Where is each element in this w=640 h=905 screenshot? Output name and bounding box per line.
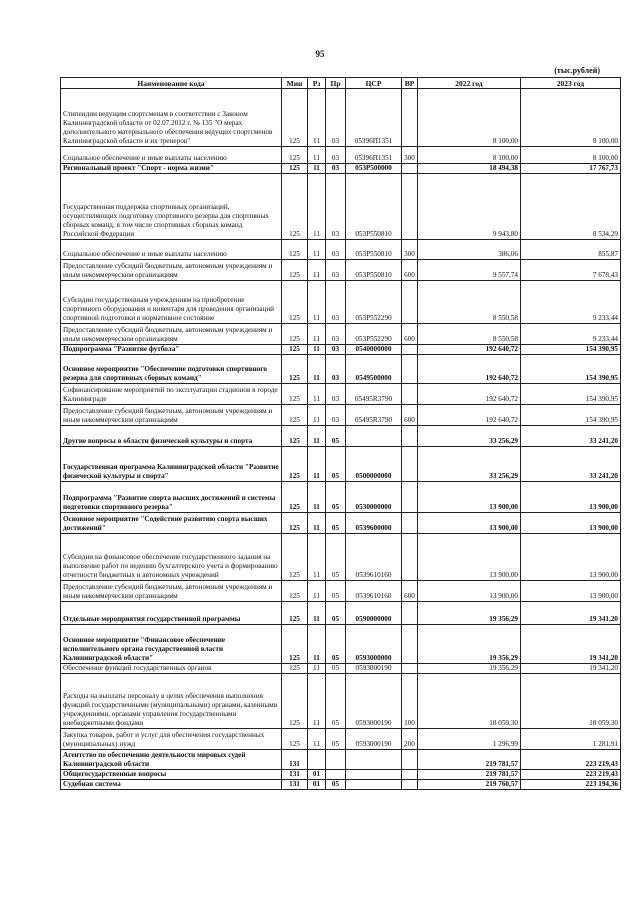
table-row: [61, 281, 621, 324]
header-rz: Рз: [308, 78, 326, 89]
cell-min: 125: [282, 147, 308, 164]
cell-csr: 0500000000: [346, 447, 402, 482]
cell-2022: 8 100,00: [418, 89, 521, 147]
table-header-row: [61, 78, 621, 89]
header-vr: ВР: [402, 78, 418, 89]
cell-2022: 9 557,74: [418, 260, 521, 281]
cell-name: Предоставление субсидий бюджетным, автономным учреждениям и иным некоммерческим организациям: [61, 581, 282, 602]
page-number: 95: [315, 49, 325, 59]
cell-min: 125: [282, 89, 308, 147]
table-row: [61, 260, 621, 281]
cell-2022: 192 640,72: [418, 405, 521, 426]
cell-vr: [402, 513, 418, 534]
table-row: [61, 426, 621, 447]
cell-pr: 05: [326, 602, 346, 625]
cell-vr: 600: [402, 405, 418, 426]
cell-2022: 192 640,72: [418, 345, 521, 355]
cell-vr: 600: [402, 581, 418, 602]
cell-min: 125: [282, 240, 308, 260]
cell-2022: 8 100,00: [418, 147, 521, 164]
cell-rz: 11: [308, 174, 326, 240]
cell-rz: 11: [308, 482, 326, 513]
cell-vr: 200: [402, 729, 418, 750]
cell-min: 125: [282, 482, 308, 513]
cell-csr: 0539600000: [346, 513, 402, 534]
cell-2022: 219 781,57: [418, 750, 521, 770]
cell-2023: 33 241,20: [521, 426, 621, 447]
cell-pr: 03: [326, 147, 346, 164]
cell-pr: [326, 770, 346, 780]
cell-rz: 01: [308, 780, 326, 790]
cell-name: Отдельные мероприятия государственной программы: [61, 602, 282, 625]
header-csr: ЦСР: [346, 78, 402, 89]
cell-rz: 11: [308, 355, 326, 384]
table-row: [61, 770, 621, 780]
cell-pr: 03: [326, 281, 346, 324]
cell-pr: 05: [326, 674, 346, 729]
cell-csr: [346, 426, 402, 447]
cell-2022: 386,06: [418, 240, 521, 260]
cell-csr: 0590000000: [346, 602, 402, 625]
cell-min: 125: [282, 355, 308, 384]
cell-pr: 05: [326, 513, 346, 534]
cell-min: 125: [282, 581, 308, 602]
table-row: [61, 482, 621, 513]
cell-vr: [402, 750, 418, 770]
cell-2022: 18 494,38: [418, 164, 521, 174]
cell-name: Социальное обеспечение и иные выплаты населению: [61, 240, 282, 260]
cell-min: 125: [282, 405, 308, 426]
table-row: [61, 750, 621, 770]
cell-rz: 11: [308, 664, 326, 674]
cell-rz: 11: [308, 324, 326, 345]
table-row: [61, 405, 621, 426]
cell-vr: [402, 281, 418, 324]
cell-min: 125: [282, 534, 308, 581]
units-label: (тыс.рублей): [554, 66, 600, 75]
cell-csr: 05396П1351: [346, 147, 402, 164]
cell-name: Предоставление субсидий бюджетным, автономным учреждениям и иным некоммерческим организациям: [61, 324, 282, 345]
cell-name: Государственная поддержка спортивных организаций, осуществляющих подготовку спортивного резерва для спортивных сборных команд, в том числе спортивных сборных команд Российской Федерации: [61, 174, 282, 240]
cell-min: 125: [282, 260, 308, 281]
cell-vr: [402, 780, 418, 790]
cell-csr: [346, 750, 402, 770]
cell-rz: 11: [308, 534, 326, 581]
cell-min: 125: [282, 664, 308, 674]
cell-csr: 053Р500000: [346, 164, 402, 174]
header-2023: 2023 год: [521, 78, 621, 89]
cell-csr: 0540000000: [346, 345, 402, 355]
cell-name: Основное мероприятие "Содействие развитию спорта высших достижений": [61, 513, 282, 534]
cell-pr: [326, 750, 346, 770]
cell-rz: 11: [308, 729, 326, 750]
cell-2022: 19 356,29: [418, 602, 521, 625]
cell-min: 125: [282, 164, 308, 174]
cell-pr: 05: [326, 581, 346, 602]
cell-vr: [402, 345, 418, 355]
cell-2023: 223 219,43: [521, 750, 621, 770]
cell-rz: 11: [308, 513, 326, 534]
cell-2022: 33 256,29: [418, 447, 521, 482]
cell-2023: 13 900,00: [521, 513, 621, 534]
cell-vr: 600: [402, 324, 418, 345]
cell-csr: 05495R3790: [346, 405, 402, 426]
cell-vr: 100: [402, 674, 418, 729]
cell-2022: 19 356,29: [418, 664, 521, 674]
cell-csr: 0593000190: [346, 664, 402, 674]
table-row: [61, 664, 621, 674]
cell-pr: 03: [326, 405, 346, 426]
cell-rz: 11: [308, 405, 326, 426]
table-body: [61, 89, 621, 790]
cell-2023: 154 390,95: [521, 405, 621, 426]
cell-rz: 11: [308, 674, 326, 729]
cell-min: 125: [282, 324, 308, 345]
cell-pr: 03: [326, 89, 346, 147]
table-row: [61, 625, 621, 664]
cell-2022: 13 900,00: [418, 534, 521, 581]
header-min: Мин: [282, 78, 308, 89]
cell-2022: 13 900,00: [418, 513, 521, 534]
cell-name: Обеспечение функций государственных органов: [61, 664, 282, 674]
cell-csr: 0530000000: [346, 482, 402, 513]
table-row: [61, 174, 621, 240]
cell-rz: 11: [308, 625, 326, 664]
header-2022: 2022 год: [418, 78, 521, 89]
cell-2023: 19 341,20: [521, 602, 621, 625]
cell-csr: 0593000190: [346, 674, 402, 729]
header-pr: Пр: [326, 78, 346, 89]
cell-2023: 33 241,20: [521, 447, 621, 482]
table-row: [61, 534, 621, 581]
table-row: [61, 324, 621, 345]
cell-2022: 8 550,58: [418, 281, 521, 324]
table-row: [61, 674, 621, 729]
cell-csr: 0593000000: [346, 625, 402, 664]
cell-vr: [402, 384, 418, 405]
cell-vr: [402, 602, 418, 625]
table-row: [61, 513, 621, 534]
cell-min: 125: [282, 447, 308, 482]
table-row: [61, 581, 621, 602]
cell-name: Подпрограмма "Развитие спорта высших достижений и системы подготовки спортивного резерва": [61, 482, 282, 513]
cell-pr: 03: [326, 164, 346, 174]
cell-vr: 300: [402, 240, 418, 260]
cell-min: 125: [282, 384, 308, 405]
cell-rz: 11: [308, 384, 326, 405]
cell-name: Региональный проект "Спорт - норма жизни": [61, 164, 282, 174]
cell-2023: 154 390,95: [521, 355, 621, 384]
cell-pr: 05: [326, 664, 346, 674]
cell-min: 125: [282, 729, 308, 750]
cell-2022: 219 760,57: [418, 780, 521, 790]
cell-2023: 13 900,00: [521, 534, 621, 581]
cell-2023: 223 219,43: [521, 770, 621, 780]
cell-2022: 192 640,72: [418, 384, 521, 405]
cell-2022: 192 640,72: [418, 355, 521, 384]
cell-vr: [402, 447, 418, 482]
cell-2023: 8 100,00: [521, 147, 621, 164]
cell-min: 125: [282, 674, 308, 729]
cell-min: 125: [282, 426, 308, 447]
cell-2023: 17 767,73: [521, 164, 621, 174]
cell-name: Предоставление субсидий бюджетным, автономным учреждениям и иным некоммерческим организациям: [61, 405, 282, 426]
cell-vr: [402, 664, 418, 674]
cell-rz: 11: [308, 345, 326, 355]
cell-vr: [402, 426, 418, 447]
table-row: [61, 355, 621, 384]
cell-2023: 13 900,00: [521, 581, 621, 602]
table-row: [61, 447, 621, 482]
table-row: [61, 602, 621, 625]
cell-pr: 03: [326, 240, 346, 260]
cell-vr: [402, 89, 418, 147]
cell-pr: 03: [326, 355, 346, 384]
cell-2022: 13 900,00: [418, 482, 521, 513]
cell-2023: 9 233,44: [521, 281, 621, 324]
cell-csr: [346, 780, 402, 790]
cell-2023: 13 900,00: [521, 482, 621, 513]
cell-2023: 1 281,91: [521, 729, 621, 750]
cell-rz: 11: [308, 447, 326, 482]
cell-rz: 11: [308, 89, 326, 147]
cell-name: Закупка товаров, работ и услуг для обеспечения государственных (муниципальных) нужд: [61, 729, 282, 750]
cell-rz: 11: [308, 281, 326, 324]
cell-csr: [346, 770, 402, 780]
table-row: [61, 345, 621, 355]
cell-rz: 11: [308, 164, 326, 174]
table-row: [61, 89, 621, 147]
budget-table: [60, 77, 621, 790]
cell-name: Агентство по обеспечению деятельности мировых судей Калининградской области: [61, 750, 282, 770]
table-row: [61, 729, 621, 750]
cell-name: Расходы на выплаты персоналу в целях обеспечения выполнения функций государственными (муниципальными) органами, казенными учреждениями, органами управления государственными внебюджетными фондами: [61, 674, 282, 729]
cell-2022: 9 943,80: [418, 174, 521, 240]
cell-2023: 8 100,00: [521, 89, 621, 147]
cell-2022: 219 781,57: [418, 770, 521, 780]
cell-2022: 13 900,00: [418, 581, 521, 602]
cell-pr: 05: [326, 482, 346, 513]
cell-name: Софинансирование мероприятий по эксплуатации стадионов в городе Калининграде: [61, 384, 282, 405]
cell-name: Субсидии государственным учреждениям на приобретение спортивного оборудования и инвентаря для проведения организаций спортивной подготовки в нормативное состояние: [61, 281, 282, 324]
table-row: [61, 147, 621, 164]
cell-name: Основное мероприятие "Обеспечение подготовки спортивного резерва для спортивных сборных команд": [61, 355, 282, 384]
cell-min: 125: [282, 281, 308, 324]
cell-2022: 33 256,29: [418, 426, 521, 447]
cell-pr: 05: [326, 625, 346, 664]
cell-min: 131: [282, 780, 308, 790]
cell-2022: 19 356,29: [418, 625, 521, 664]
cell-csr: 053Р550810: [346, 174, 402, 240]
cell-csr: 0539610160: [346, 581, 402, 602]
cell-2023: 8 534,29: [521, 174, 621, 240]
cell-csr: 05396П1351: [346, 89, 402, 147]
cell-name: Подпрограмма "Развитие футбола": [61, 345, 282, 355]
cell-2023: 154 390,95: [521, 384, 621, 405]
cell-rz: 11: [308, 147, 326, 164]
cell-2023: 154 390,95: [521, 345, 621, 355]
cell-min: 131: [282, 770, 308, 780]
cell-pr: 05: [326, 534, 346, 581]
cell-vr: [402, 770, 418, 780]
cell-vr: 600: [402, 260, 418, 281]
cell-csr: 0539610160: [346, 534, 402, 581]
cell-name: Стипендии ведущим спортсменам в соответствии с Законом Калининградской области от 02.07.2012 г. № 135 "О мерах дополнительного материального обеспечения ведущих спортсменов Калининградской области и их тренеров": [61, 89, 282, 147]
cell-2023: 9 233,44: [521, 324, 621, 345]
cell-min: 125: [282, 625, 308, 664]
cell-vr: [402, 164, 418, 174]
cell-2022: 1 296,99: [418, 729, 521, 750]
cell-pr: 03: [326, 384, 346, 405]
cell-csr: 053Р552290: [346, 324, 402, 345]
cell-vr: [402, 534, 418, 581]
cell-vr: [402, 355, 418, 384]
cell-name: Судебная система: [61, 780, 282, 790]
cell-csr: 053Р552290: [346, 281, 402, 324]
cell-2022: 18 059,30: [418, 674, 521, 729]
cell-vr: [402, 482, 418, 513]
cell-pr: 03: [326, 324, 346, 345]
cell-min: 131: [282, 750, 308, 770]
cell-name: Основное мероприятие "Финансовое обеспечение исполнительного органа государственной власти Калининградской области": [61, 625, 282, 664]
cell-2023: 18 059,30: [521, 674, 621, 729]
cell-rz: 11: [308, 602, 326, 625]
cell-2023: 7 678,43: [521, 260, 621, 281]
cell-pr: 03: [326, 345, 346, 355]
cell-rz: 11: [308, 260, 326, 281]
cell-2023: 855,87: [521, 240, 621, 260]
cell-vr: 300: [402, 147, 418, 164]
cell-2022: 8 550,58: [418, 324, 521, 345]
cell-vr: [402, 174, 418, 240]
cell-vr: [402, 625, 418, 664]
cell-name: Государственная программа Калининградской области "Развитие физической культуры и спорта": [61, 447, 282, 482]
cell-rz: 11: [308, 426, 326, 447]
table-row: [61, 780, 621, 790]
cell-rz: 11: [308, 581, 326, 602]
cell-csr: 053Р550810: [346, 240, 402, 260]
cell-pr: 03: [326, 260, 346, 281]
table-row: [61, 164, 621, 174]
cell-rz: 01: [308, 770, 326, 780]
cell-pr: 05: [326, 780, 346, 790]
cell-name: Другие вопросы в области физической культуры и спорта: [61, 426, 282, 447]
cell-2023: 223 194,36: [521, 780, 621, 790]
cell-rz: 11: [308, 240, 326, 260]
cell-pr: 05: [326, 447, 346, 482]
cell-csr: 05495R3790: [346, 384, 402, 405]
header-name: Наименование кода: [61, 78, 282, 89]
cell-2023: 19 341,20: [521, 664, 621, 674]
cell-name: Социальное обеспечение и иные выплаты населению: [61, 147, 282, 164]
cell-csr: 0549500000: [346, 355, 402, 384]
cell-min: 125: [282, 513, 308, 534]
cell-csr: 053Р550810: [346, 260, 402, 281]
cell-2023: 19 341,20: [521, 625, 621, 664]
cell-pr: 05: [326, 426, 346, 447]
cell-min: 125: [282, 602, 308, 625]
cell-name: Субсидии на финансовое обеспечение государственного задания на выполнение работ по ведению бухгалтерского учета и формированию отчетности бюджетных и автономных учреждений: [61, 534, 282, 581]
cell-rz: [308, 750, 326, 770]
cell-csr: 0593000190: [346, 729, 402, 750]
cell-name: Общегосударственные вопросы: [61, 770, 282, 780]
cell-pr: 05: [326, 729, 346, 750]
cell-name: Предоставление субсидий бюджетным, автономным учреждениям и иным некоммерческим организациям: [61, 260, 282, 281]
table-row: [61, 240, 621, 260]
table-row: [61, 384, 621, 405]
cell-pr: 03: [326, 174, 346, 240]
cell-min: 125: [282, 345, 308, 355]
cell-min: 125: [282, 174, 308, 240]
